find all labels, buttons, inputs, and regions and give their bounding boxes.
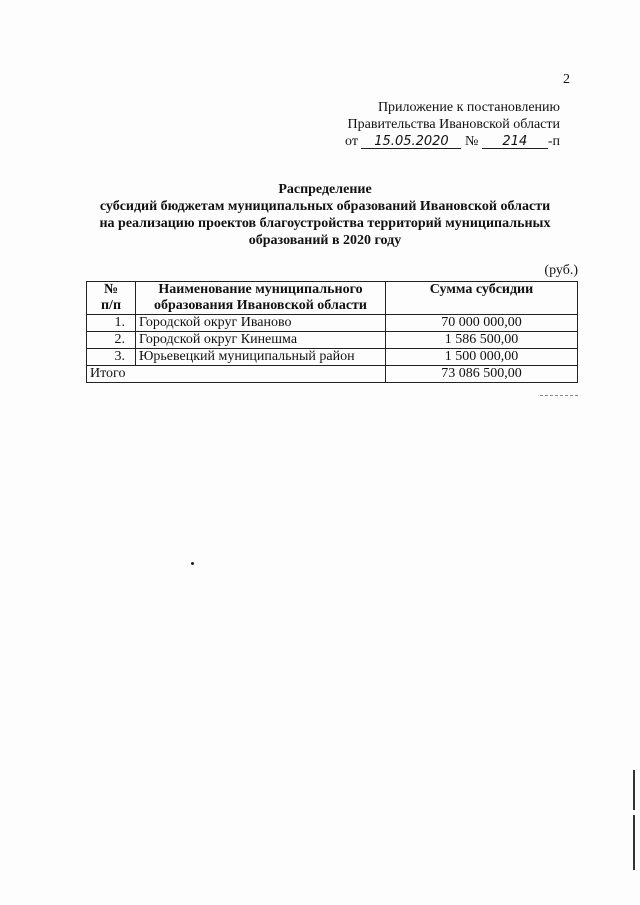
header-number [87, 282, 136, 315]
header-number-line-2: п/п [100, 298, 122, 313]
row-sum: 70 000 000,00 [386, 315, 578, 332]
row-name: Городской округ Кинешма [136, 332, 386, 349]
table-row [87, 349, 578, 366]
table-row [87, 315, 578, 332]
row-number: 3. [87, 349, 136, 366]
row-name: Городской округ Иваново [136, 315, 386, 332]
appendix-header [345, 99, 560, 150]
scan-edge-mark [633, 770, 635, 810]
from-label: от [345, 134, 358, 149]
handwritten-date: 15.05.2020 [361, 135, 461, 149]
table-row [87, 332, 578, 349]
total-sum: 73 086 500,00 [386, 366, 578, 383]
header-name-line-2: образования Ивановской области [154, 298, 367, 313]
title-line-3: на реализацию проектов благоустройства территорий муниципальных [99, 216, 551, 231]
scan-dash-mark [540, 395, 578, 396]
scan-dot [191, 562, 194, 565]
subsidy-table [86, 281, 578, 383]
total-label: Итого [87, 366, 386, 383]
handwritten-number: 214 [482, 135, 548, 149]
header-name-line-1: Наименование муниципального [158, 282, 363, 297]
number-label: № [464, 134, 479, 149]
title-line-4: образований в 2020 году [248, 233, 402, 248]
appendix-line-2: Правительства Ивановской области [347, 117, 560, 132]
units-label: (руб.) [544, 263, 578, 278]
row-name: Юрьевецкий муниципальный район [136, 349, 386, 366]
number-suffix: -п [547, 134, 560, 149]
scan-edge-mark [633, 815, 635, 870]
page-number: 2 [563, 72, 570, 87]
header-sum: Сумма субсидии [386, 282, 578, 315]
title-line-1: Распределение [278, 182, 372, 197]
title-line-2: субсидий бюджетам муниципальных образований Ивановской области [99, 199, 551, 214]
table-header-row [87, 282, 578, 315]
appendix-date-line [345, 133, 560, 150]
row-number: 2. [87, 332, 136, 349]
table-total-row [87, 366, 578, 383]
row-number: 1. [87, 315, 136, 332]
row-sum: 1 586 500,00 [386, 332, 578, 349]
appendix-line-1: Приложение к постановлению [377, 100, 560, 115]
header-name [136, 282, 386, 315]
row-sum: 1 500 000,00 [386, 349, 578, 366]
document-title [60, 181, 590, 249]
header-number-line-1: № [103, 282, 119, 297]
